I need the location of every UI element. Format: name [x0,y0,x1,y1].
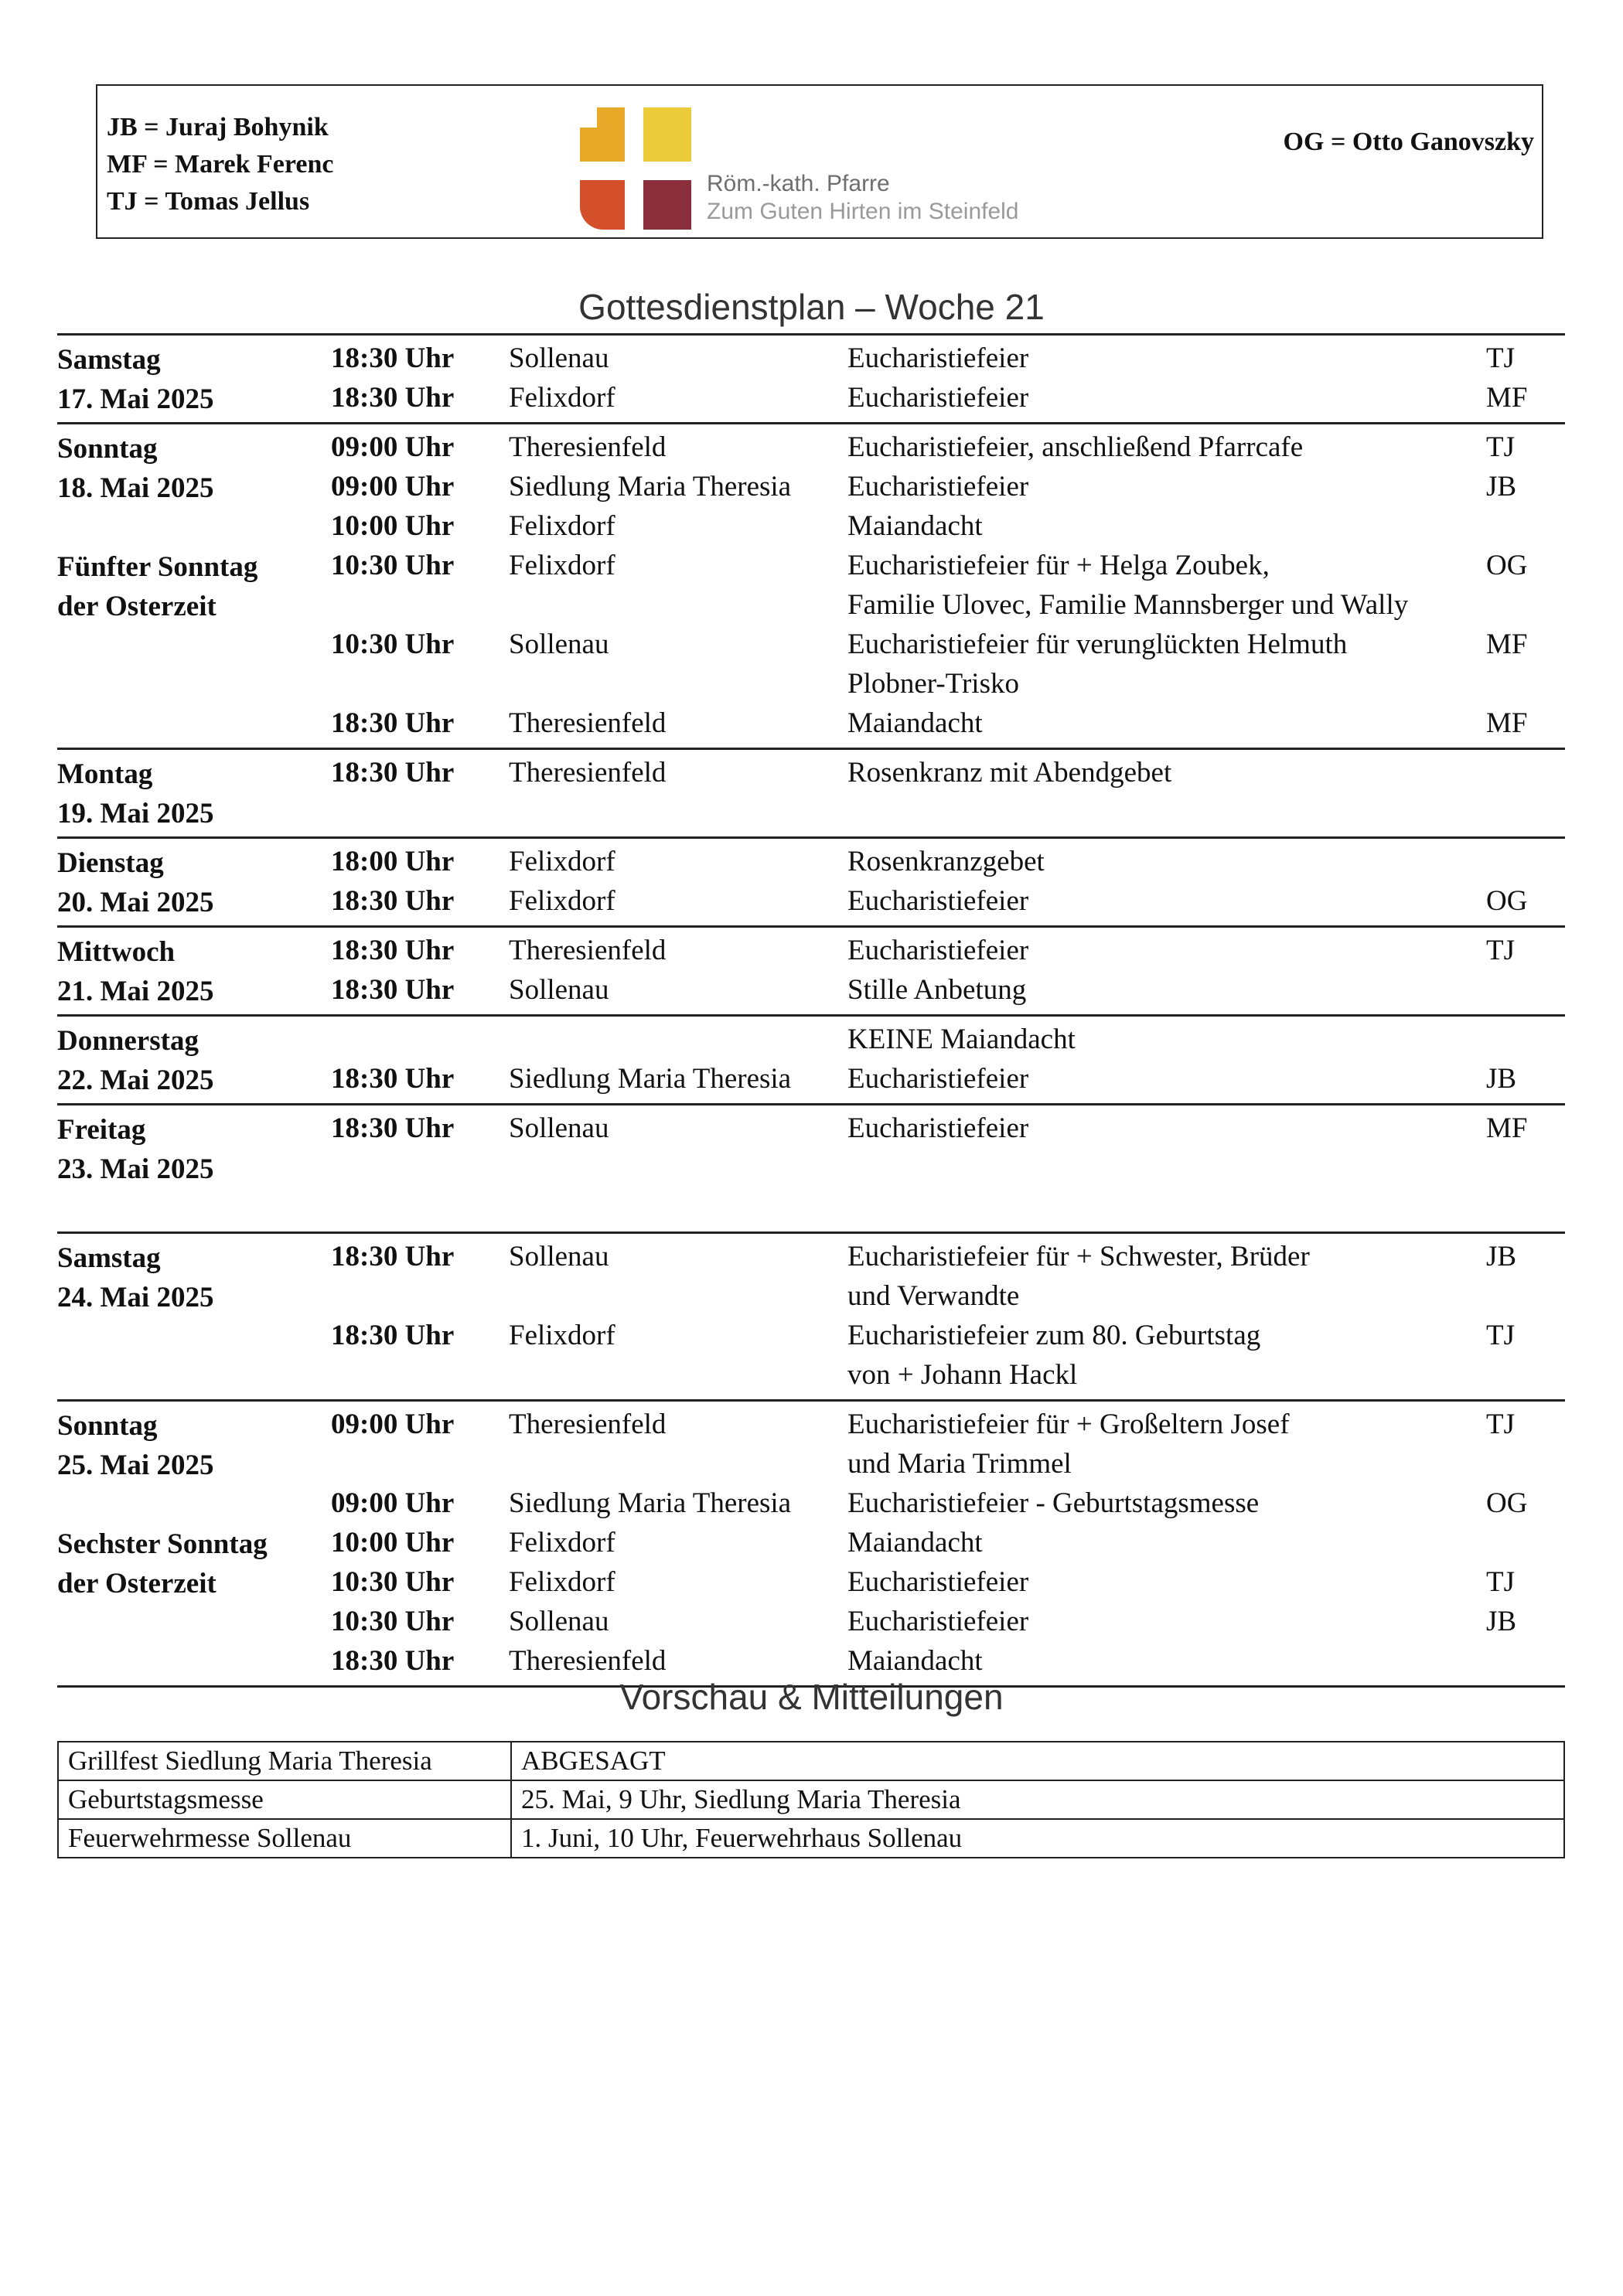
service-event-line: und Maria Trimmel [847,1448,1072,1480]
service-row [57,970,1565,1010]
day-label-line: Sonntag [57,433,158,465]
service-schedule [57,333,1565,1688]
service-event [847,428,1512,467]
logo-square-top-right [643,107,691,162]
service-time: 09:00 Uhr [331,471,455,502]
celebrant: JB [1486,1241,1517,1272]
service-event-line: Eucharistiefeier - Geburtstagsmesse [847,1487,1260,1519]
service-time: 09:00 Uhr [331,1409,455,1440]
legend-item: JB = Juraj Bohynik [107,113,329,141]
celebrant: TJ [1486,342,1515,374]
day-block [57,750,1565,839]
day-block [57,1105,1565,1234]
logo-square-bottom-left [580,180,625,230]
service-event-line: Plobner-Trisko [847,668,1019,700]
legend-item: TJ = Tomas Jellus [107,187,310,216]
celebrant: MF [1486,1112,1528,1144]
day-label-line: Sechster Sonntag [57,1528,268,1560]
day-block [57,839,1565,928]
service-event-line: Eucharistiefeier, anschließend Pfarrcafe [847,431,1304,463]
service-place: Sollenau [509,1112,609,1144]
service-row [57,1641,1565,1681]
service-time: 10:30 Uhr [331,629,455,660]
day-label-line: 22. Mai 2025 [57,1065,214,1096]
celebrant: JB [1486,1063,1517,1095]
service-row [57,792,1565,832]
service-place: Sollenau [509,1241,609,1272]
service-time: 09:00 Uhr [331,1487,455,1519]
service-time: 10:00 Uhr [331,1527,455,1558]
celebrant: OG [1486,1487,1528,1519]
service-event [847,1405,1512,1484]
celebrant: MF [1486,382,1528,414]
service-place: Theresienfeld [509,1645,667,1677]
service-place: Felixdorf [509,550,615,581]
day-label-line: 20. Mai 2025 [57,887,214,918]
service-event [847,753,1512,792]
service-event-line: Familie Ulovec, Familie Mannsberger und Wally [847,589,1409,621]
service-place: Sollenau [509,1606,609,1637]
service-time: 18:30 Uhr [331,1112,455,1144]
service-time: 10:30 Uhr [331,1606,455,1637]
service-row [57,842,1565,881]
service-event [847,1059,1512,1099]
service-event [847,546,1512,625]
day-label-line: der Osterzeit [57,591,217,622]
service-event [847,1237,1512,1316]
service-time: 18:30 Uhr [331,1645,455,1677]
logo-text-line2: Zum Guten Hirten im Steinfeld [707,199,1019,224]
service-time: 18:30 Uhr [331,707,455,739]
service-row [57,1562,1565,1602]
notice-row [58,1742,1564,1780]
service-place: Theresienfeld [509,757,667,789]
service-event-line: KEINE Maiandacht [847,1024,1076,1055]
service-place: Felixdorf [509,510,615,542]
notices-title: Vorschau & Mitteilungen [619,1677,1004,1717]
legend-item: MF = Marek Ferenc [107,150,334,179]
day-label-line: Fünfter Sonntag [57,551,258,583]
service-event-line: Eucharistiefeier für + Schwester, Brüder [847,1241,1310,1272]
legend-item: OG = Otto Ganovszky [1283,128,1534,156]
service-row [57,378,1565,417]
service-event [847,1641,1512,1681]
service-event [847,506,1512,546]
service-event-line: Eucharistiefeier für verunglückten Helmuth [847,629,1348,660]
service-event [847,378,1512,417]
service-event-line: Eucharistiefeier für + Großeltern Josef [847,1409,1290,1440]
service-event-line: Eucharistiefeier [847,1063,1029,1095]
service-row [57,1237,1565,1316]
service-event [847,970,1512,1010]
service-place: Felixdorf [509,382,615,414]
day-label-line: 17. Mai 2025 [57,383,214,415]
celebrant-legend [107,109,333,220]
service-event [847,1109,1512,1148]
day-label-line: Mittwoch [57,936,176,968]
service-event [847,842,1512,881]
service-row [57,1109,1565,1148]
service-place: Felixdorf [509,1566,615,1598]
celebrant: OG [1486,550,1528,581]
service-row [57,881,1565,921]
service-event-line: und Verwandte [847,1280,1020,1312]
celebrant: TJ [1486,1409,1515,1440]
parish-logo [569,98,1064,230]
notice-topic: Feuerwehrmesse Sollenau [58,1819,511,1858]
service-place: Theresienfeld [509,935,667,966]
service-event-line: Eucharistiefeier [847,1606,1029,1637]
service-time: 10:30 Uhr [331,1566,455,1598]
service-event [847,1562,1512,1602]
service-time: 10:00 Uhr [331,510,455,542]
service-event [847,931,1512,970]
service-row [57,1602,1565,1641]
service-time: 18:30 Uhr [331,757,455,789]
service-row [57,1020,1565,1059]
service-row [57,506,1565,546]
service-event-line: Eucharistiefeier [847,342,1029,374]
service-place: Theresienfeld [509,707,667,739]
service-event [847,881,1512,921]
service-time: 18:30 Uhr [331,935,455,966]
service-event-line: Maiandacht [847,510,983,542]
celebrant: TJ [1486,1320,1515,1351]
service-row [57,1405,1565,1484]
logo-square-bottom-right [643,180,691,230]
service-event-line: Eucharistiefeier [847,1566,1029,1598]
day-block [57,1234,1565,1402]
service-place: Siedlung Maria Theresia [509,471,792,502]
service-event-line: Maiandacht [847,1527,983,1558]
day-label-line: 25. Mai 2025 [57,1449,214,1481]
service-place: Siedlung Maria Theresia [509,1063,792,1095]
day-label-line: der Osterzeit [57,1568,217,1599]
notice-detail: ABGESAGT [511,1742,1564,1780]
day-label-line: 21. Mai 2025 [57,976,214,1007]
service-row [57,428,1565,467]
day-block [57,928,1565,1017]
celebrant: MF [1486,629,1528,660]
service-place: Felixdorf [509,885,615,917]
notice-detail: 25. Mai, 9 Uhr, Siedlung Maria Theresia [511,1780,1564,1819]
service-place: Sollenau [509,974,609,1006]
notice-detail: 1. Juni, 10 Uhr, Feuerwehrhaus Sollenau [511,1819,1564,1858]
service-row [57,1187,1565,1227]
service-time: 09:00 Uhr [331,431,455,463]
service-time: 18:30 Uhr [331,1241,455,1272]
day-label-line: 24. Mai 2025 [57,1282,214,1313]
service-event-line: Eucharistiefeier [847,382,1029,414]
celebrant: OG [1486,885,1528,917]
service-place: Siedlung Maria Theresia [509,1487,792,1519]
service-event-line: Eucharistiefeier [847,885,1029,917]
service-row [57,931,1565,970]
day-label-line: Dienstag [57,847,164,879]
day-block [57,1017,1565,1105]
service-place: Theresienfeld [509,1409,667,1440]
logo-text-line1: Röm.-kath. Pfarre [707,171,890,196]
day-label-line: 19. Mai 2025 [57,798,214,829]
service-place: Felixdorf [509,1320,615,1351]
service-row [57,1484,1565,1523]
day-label-line: Freitag [57,1114,146,1146]
service-event [847,339,1512,378]
service-event [847,703,1512,743]
service-event-line: Eucharistiefeier für + Helga Zoubek, [847,550,1270,581]
service-event [847,1316,1512,1395]
day-block [57,1402,1565,1688]
service-event [847,1484,1512,1523]
service-event-line: Eucharistiefeier zum 80. Geburtstag [847,1320,1261,1351]
notice-row [58,1780,1564,1819]
service-time: 18:30 Uhr [331,1063,455,1095]
service-row [57,467,1565,506]
service-event-line: von + Johann Hackl [847,1359,1078,1391]
service-event [847,1523,1512,1562]
service-event-line: Maiandacht [847,707,983,739]
service-event [847,1602,1512,1641]
service-time: 18:30 Uhr [331,974,455,1006]
service-event-line: Eucharistiefeier [847,1112,1029,1144]
service-time: 18:30 Uhr [331,382,455,414]
service-place: Felixdorf [509,846,615,877]
service-row [57,753,1565,792]
service-event-line: Eucharistiefeier [847,471,1029,502]
day-block [57,333,1565,424]
celebrant: JB [1486,471,1517,502]
service-event [847,1020,1512,1059]
notice-row [58,1819,1564,1858]
day-label-line: Samstag [57,1242,161,1274]
service-row [57,1523,1565,1562]
service-event-line: Rosenkranz mit Abendgebet [847,757,1172,789]
service-place: Felixdorf [509,1527,615,1558]
notice-topic: Geburtstagsmesse [58,1780,511,1819]
service-event-line: Stille Anbetung [847,974,1027,1006]
header-box [96,84,1543,239]
service-row [57,1059,1565,1099]
service-event-line: Eucharistiefeier [847,935,1029,966]
service-event-line: Rosenkranzgebet [847,846,1045,877]
day-label-line: Sonntag [57,1410,158,1442]
schedule-title: Gottesdienstplan – Woche 21 [578,287,1045,327]
day-block [57,424,1565,750]
service-row [57,1316,1565,1395]
service-place: Sollenau [509,342,609,374]
service-row [57,1148,1565,1187]
celebrant: TJ [1486,431,1515,463]
service-row [57,339,1565,378]
service-row [57,546,1565,625]
service-row [57,625,1565,703]
celebrant: MF [1486,707,1528,739]
day-label-line: 18. Mai 2025 [57,472,214,504]
service-time: 18:30 Uhr [331,342,455,374]
day-label-line: Donnerstag [57,1025,199,1057]
celebrant: TJ [1486,935,1515,966]
notices-table [57,1741,1565,1858]
day-label-line: Samstag [57,344,161,376]
service-row [57,703,1565,743]
service-event [847,467,1512,506]
celebrant: TJ [1486,1566,1515,1598]
service-time: 10:30 Uhr [331,550,455,581]
day-label-line: 23. Mai 2025 [57,1153,214,1185]
service-time: 18:00 Uhr [331,846,455,877]
service-event-line: Maiandacht [847,1645,983,1677]
day-label-line: Montag [57,758,153,790]
service-time: 18:30 Uhr [331,885,455,917]
service-time: 18:30 Uhr [331,1320,455,1351]
logo-notch [580,107,597,128]
service-event [847,625,1512,703]
celebrant: JB [1486,1606,1517,1637]
service-place: Sollenau [509,629,609,660]
notice-topic: Grillfest Siedlung Maria Theresia [58,1742,511,1780]
service-place: Theresienfeld [509,431,667,463]
